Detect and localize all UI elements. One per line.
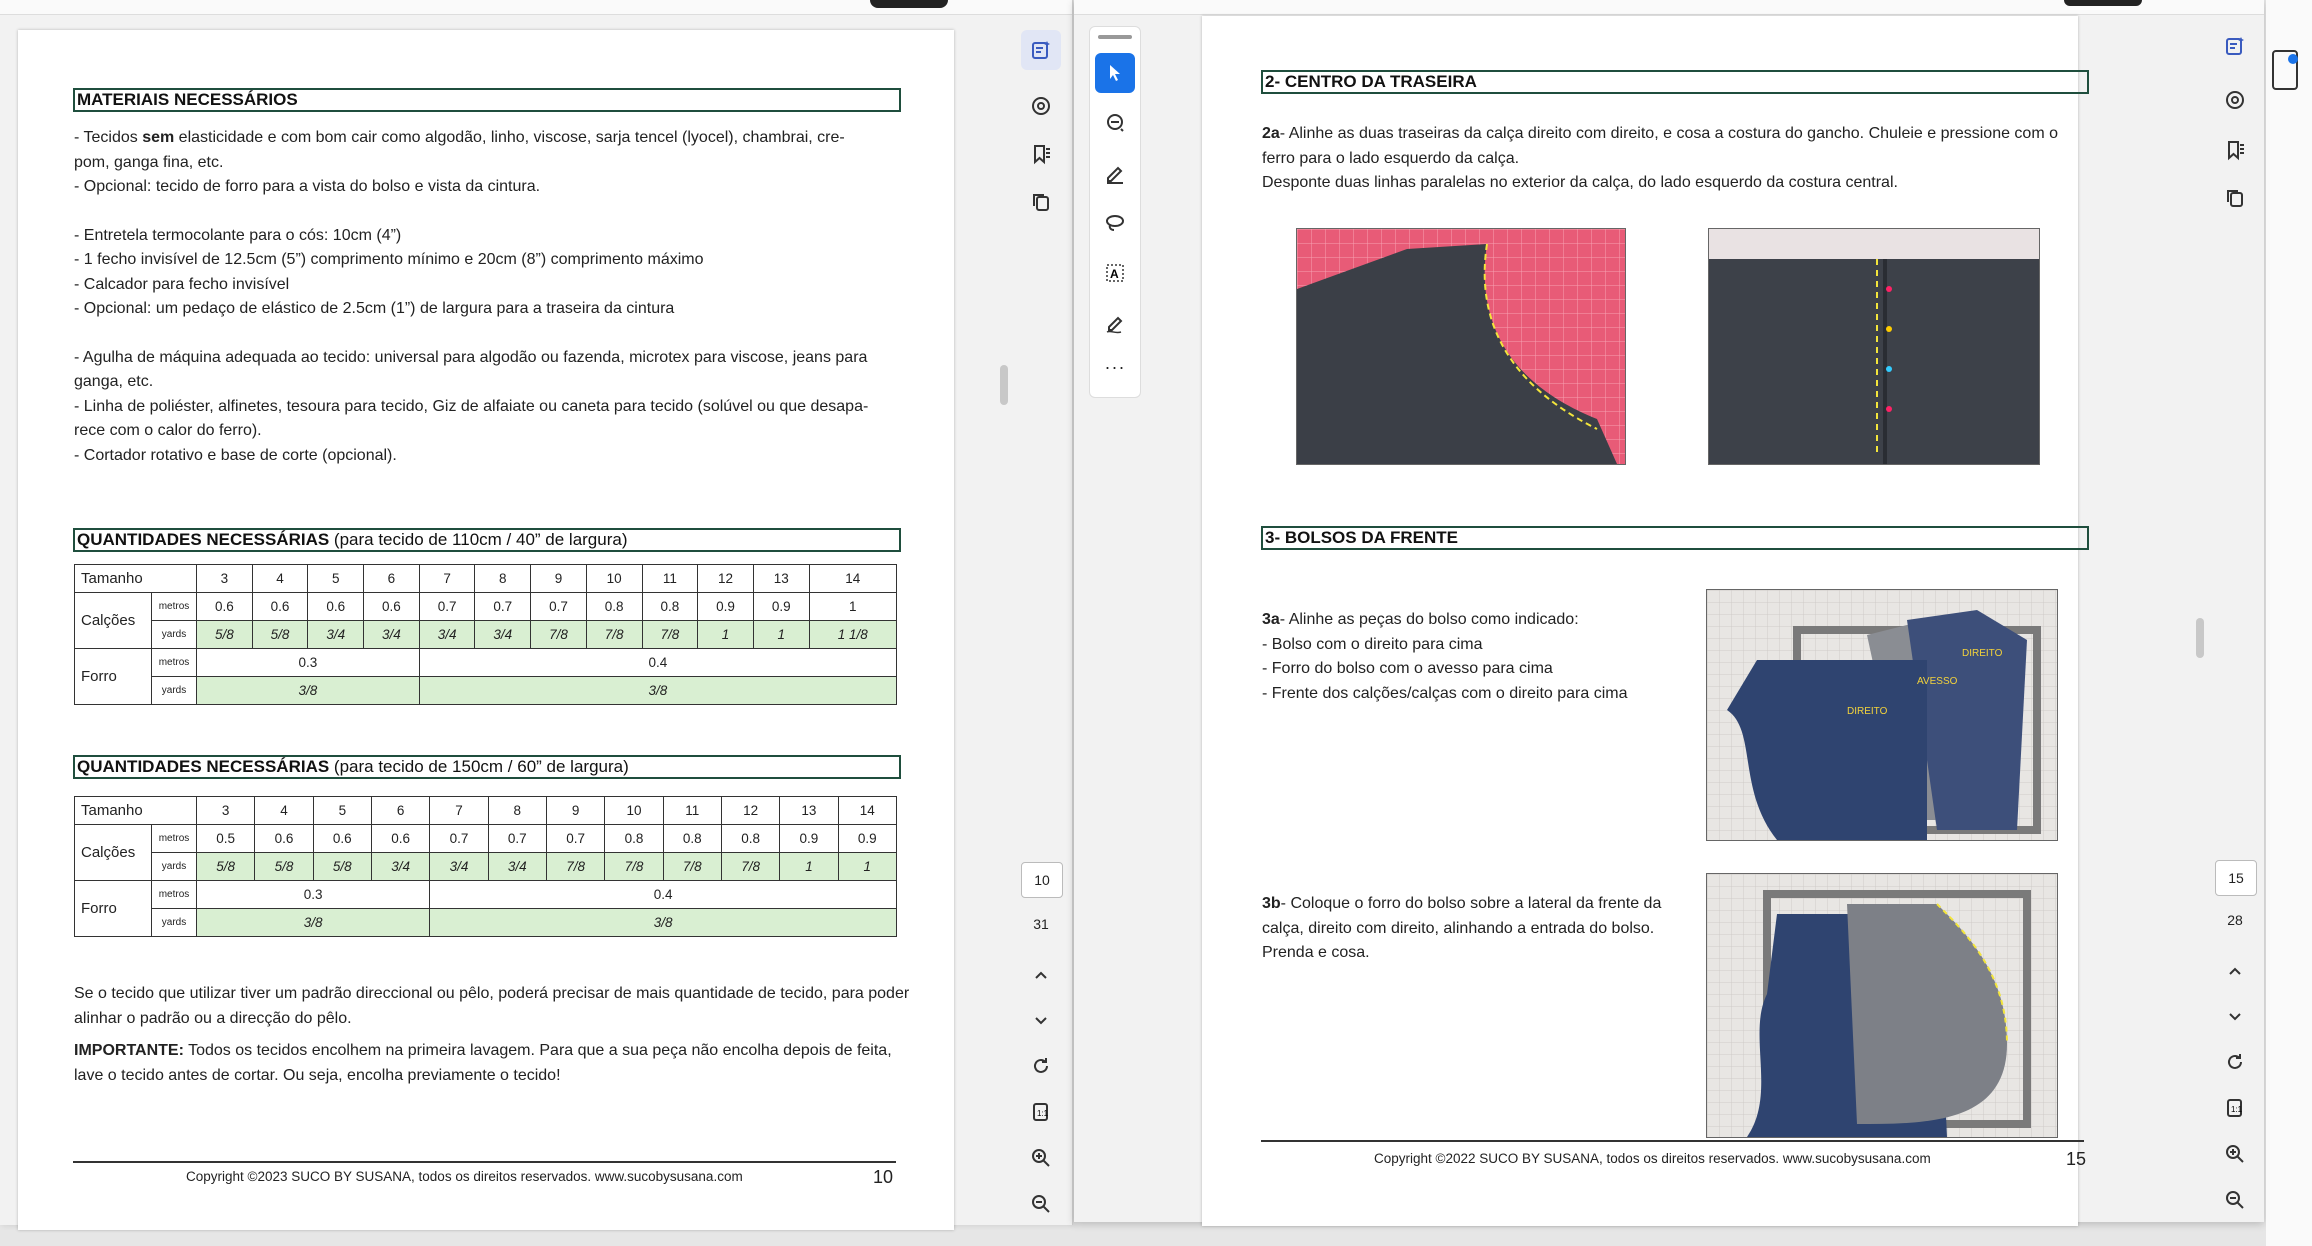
size-cell: 3: [197, 565, 253, 593]
photo-label-direito-2: DIREITO: [1847, 706, 1888, 717]
lining-label: Forro: [75, 881, 152, 937]
photo-label-direito-1: DIREITO: [1962, 648, 2003, 659]
svg-text:1:1: 1:1: [1037, 1109, 1049, 1118]
materials-list: - Tecidos sem elasticidade e com bom cair como algodão, linho, viscose, sarja tencel (lyocel), chambrai, cre- pom, ganga fina, etc. - Opcional: tecido de forro para a vista do bolso e vista da cintura. - Entretela termocolante para o cós: 10cm (4”) - 1 fecho invisível de 12.5cm (5”) comprimento mínimo e 20cm (8”) comprimento máximo - Calcador para fecho invisível - Opcional: um pedaço de elástico de 2.5cm (1”) de largura para a traseira da cintura - Agulha de máquina adequada ao tecido: universal para algodão ou fazenda, microtex para viscose, jeans para ganga, etc. - Linha de poliéster, alfinetes, tesoura para tecido, Giz de alfaiate ou caneta para tecido (solúvel ou que desapa- rece com o calor do ferro). - Cortador rotativo e base de corte (opcional).: [74, 129, 869, 464]
copilot-icon[interactable]: [1021, 86, 1061, 126]
rotate-icon[interactable]: [2215, 1042, 2255, 1082]
side-toolbar-right: [2212, 24, 2262, 1224]
header-button[interactable]: [870, 0, 948, 8]
highlight-pen-icon[interactable]: [1095, 153, 1135, 193]
size-cell: 5: [313, 797, 371, 825]
value-cell: 0.9: [698, 593, 754, 621]
size-cell: 12: [721, 797, 779, 825]
zoom-out-icon[interactable]: [1021, 1184, 1061, 1224]
size-cell: 13: [780, 797, 838, 825]
value-cell: 0.8: [586, 593, 642, 621]
page-footer: Copyright ©2023 SUCO BY SUSANA, todos os direitos reservados. www.sucobysusana.com: [186, 1169, 743, 1184]
notification-dot: [2288, 54, 2298, 64]
value-cell: 3/4: [308, 621, 364, 649]
pants-meters-row: [75, 825, 897, 853]
bookmark-icon[interactable]: [2215, 130, 2255, 170]
footer-rule-right: [1261, 1140, 2084, 1142]
yards-unit: yards: [152, 677, 197, 705]
pants-meters-row: [75, 593, 897, 621]
fit-page-icon[interactable]: [1021, 1092, 1061, 1132]
zoom-out-icon[interactable]: [2215, 1180, 2255, 1220]
value-cell: 1 1/8: [809, 621, 896, 649]
size-cell: 11: [642, 565, 698, 593]
page-number: 10: [873, 1167, 894, 1187]
annotation-toolbar: [1089, 26, 1141, 398]
meters-unit: metros: [152, 649, 197, 677]
value-cell: 0.4: [430, 881, 897, 909]
value-cell: 0.6: [197, 593, 253, 621]
zoom-in-icon[interactable]: [2215, 1134, 2255, 1174]
svg-text:1:1: 1:1: [2231, 1105, 2243, 1114]
chevron-up-icon[interactable]: [2215, 952, 2255, 992]
background-window-edge: [2266, 0, 2312, 1246]
value-cell: 5/8: [252, 621, 308, 649]
value-cell: 0.6: [252, 593, 308, 621]
value-cell: 0.6: [308, 593, 364, 621]
value-cell: 0.6: [371, 825, 429, 853]
size-cell: 7: [419, 565, 475, 593]
quantities-110-table: [74, 564, 897, 705]
value-cell: 0.8: [721, 825, 779, 853]
svg-text:A: A: [1110, 267, 1119, 281]
value-cell: 0.6: [255, 825, 313, 853]
value-cell: 0.9: [780, 825, 838, 853]
value-cell: 3/4: [475, 621, 531, 649]
meters-unit: metros: [152, 881, 197, 909]
value-cell: 0.7: [546, 825, 604, 853]
size-cell: 14: [809, 565, 896, 593]
scrollbar-thumb-right[interactable]: [2196, 618, 2204, 658]
step-3a-text: 3a- Alinhe as peças do bolso como indicado: - Bolso com o direito para cima - Forro do bolso com o avesso para cima - Frente dos calções/calças com o direito para cima: [1262, 611, 1628, 702]
size-cell: 8: [488, 797, 546, 825]
copy-icon[interactable]: [2215, 178, 2255, 218]
value-cell: 0.3: [197, 881, 430, 909]
comment-icon[interactable]: [1095, 103, 1135, 143]
pants-yards-row: [75, 621, 897, 649]
pants-label: Calções: [75, 593, 152, 649]
size-cell: 9: [531, 565, 587, 593]
lining-yards-row: [75, 909, 897, 937]
total-pages: 28: [2227, 912, 2243, 928]
chevron-down-icon[interactable]: [1021, 1000, 1061, 1040]
size-cell: 12: [698, 565, 754, 593]
size-cell: 14: [838, 797, 896, 825]
header-row: [75, 797, 897, 825]
size-cell: 9: [546, 797, 604, 825]
value-cell: 0.7: [475, 593, 531, 621]
back-seam-photo-2: [1708, 228, 2040, 465]
fit-page-icon[interactable]: [2215, 1088, 2255, 1128]
value-cell: 1: [753, 621, 809, 649]
value-cell: 0.4: [419, 649, 896, 677]
value-cell: 0.5: [197, 825, 255, 853]
footer-rule: [73, 1161, 896, 1163]
page-footer-right: Copyright ©2022 SUCO BY SUSANA, todos os direitos reservados. www.sucobysusana.com: [1374, 1151, 1931, 1166]
value-cell: 7/8: [605, 853, 663, 881]
total-pages: 31: [1033, 916, 1049, 932]
select-cursor-icon[interactable]: [1095, 53, 1135, 93]
bookmark-icon[interactable]: [1021, 134, 1061, 174]
value-cell: 0.7: [430, 825, 488, 853]
value-cell: 7/8: [663, 853, 721, 881]
fabric-note: Se o tecido que utilizar tiver um padrão direccional ou pêlo, poderá precisar de mais quantidade de tecido, para poder alinhar o padrão ou a direcção do pêlo.: [74, 985, 910, 1027]
chevron-down-icon[interactable]: [2215, 996, 2255, 1036]
rotate-icon[interactable]: [1021, 1046, 1061, 1086]
value-cell: 0.8: [642, 593, 698, 621]
front-pockets-heading: 3- BOLSOS DA FRENTE: [1261, 526, 2089, 550]
value-cell: 1: [780, 853, 838, 881]
drag-handle[interactable]: [1098, 35, 1132, 39]
value-cell: 3/8: [430, 909, 897, 937]
value-cell: 1: [698, 621, 754, 649]
size-cell: 6: [364, 565, 420, 593]
meters-unit: metros: [152, 825, 197, 853]
value-cell: 3/8: [419, 677, 896, 705]
value-cell: 3/4: [430, 853, 488, 881]
value-cell: 0.7: [531, 593, 587, 621]
text-box-icon[interactable]: [1095, 253, 1135, 293]
current-page-input[interactable]: 15: [2215, 860, 2257, 896]
header-button-right[interactable]: [2064, 0, 2142, 6]
right-pdf-window: [1074, 0, 2264, 1222]
meters-unit: metros: [152, 593, 197, 621]
value-cell: 3/4: [488, 853, 546, 881]
size-header: Tamanho: [75, 565, 197, 593]
quantities-110-heading: QUANTIDADES NECESSÁRIAS (para tecido de 110cm / 40” de largura): [73, 528, 901, 552]
size-cell: 4: [255, 797, 313, 825]
value-cell: 0.9: [753, 593, 809, 621]
value-cell: 5/8: [313, 853, 371, 881]
copy-icon[interactable]: [1021, 182, 1061, 222]
size-cell: 6: [371, 797, 429, 825]
value-cell: 0.9: [838, 825, 896, 853]
pocket-lining-photo: [1706, 873, 2058, 1138]
page-number-right: 15: [2066, 1149, 2087, 1169]
value-cell: 7/8: [721, 853, 779, 881]
value-cell: 7/8: [642, 621, 698, 649]
materials-heading: MATERIAIS NECESSÁRIOS: [73, 88, 901, 112]
value-cell: 3/4: [419, 621, 475, 649]
size-cell: 10: [586, 565, 642, 593]
value-cell: 0.8: [605, 825, 663, 853]
size-cell: 4: [252, 565, 308, 593]
back-seam-photo-1: [1296, 228, 1626, 465]
step-3b-text: 3b- Coloque o forro do bolso sobre a lateral da frente da calça, direito com direito, alinhando a entrada do bolso. Prenda e cosa.: [1262, 895, 1662, 961]
header-row: [75, 565, 897, 593]
lining-yards-row: [75, 677, 897, 705]
more-options-icon[interactable]: ···: [1104, 357, 1126, 377]
value-cell: 3/8: [197, 677, 420, 705]
side-toolbar: [1018, 24, 1068, 1224]
size-cell: 3: [197, 797, 255, 825]
value-cell: 0.6: [313, 825, 371, 853]
left-pdf-window: [0, 0, 1073, 1225]
pants-label: Calções: [75, 825, 152, 881]
value-cell: 5/8: [255, 853, 313, 881]
zoom-in-icon[interactable]: [1021, 1138, 1061, 1178]
sign-pen-icon[interactable]: [1095, 303, 1135, 343]
yards-unit: yards: [152, 853, 197, 881]
size-cell: 10: [605, 797, 663, 825]
copilot-icon[interactable]: [2215, 80, 2255, 120]
important-note: IMPORTANTE: Todos os tecidos encolhem na primeira lavagem. Para que a sua peça não encolha depois de feita, lave o tecido antes de cortar. Ou seja, encolha previamente o tecido!: [74, 1042, 892, 1084]
chevron-up-icon[interactable]: [1021, 956, 1061, 996]
value-cell: 3/4: [364, 621, 420, 649]
scrollbar-thumb[interactable]: [1000, 365, 1008, 405]
value-cell: 7/8: [531, 621, 587, 649]
pdf-page-10: [18, 30, 954, 1230]
yards-unit: yards: [152, 621, 197, 649]
lining-meters-row: [75, 649, 897, 677]
value-cell: 1: [838, 853, 896, 881]
value-cell: 7/8: [586, 621, 642, 649]
quantities-150-heading: QUANTIDADES NECESSÁRIAS (para tecido de 150cm / 60” de largura): [73, 755, 901, 779]
pants-yards-row: [75, 853, 897, 881]
size-cell: 13: [753, 565, 809, 593]
photo-label-avesso: AVESSO: [1917, 676, 1958, 687]
lasso-icon[interactable]: [1095, 203, 1135, 243]
pocket-layout-photo: [1706, 589, 2058, 841]
size-cell: 8: [475, 565, 531, 593]
pdf-page-15: [1202, 16, 2087, 1226]
value-cell: 0.6: [364, 593, 420, 621]
value-cell: 3/8: [197, 909, 430, 937]
ai-summary-icon[interactable]: [1021, 30, 1061, 70]
lining-label: Forro: [75, 649, 152, 705]
size-cell: 7: [430, 797, 488, 825]
value-cell: 7/8: [546, 853, 604, 881]
size-cell: 5: [308, 565, 364, 593]
step-2a-text: 2a- Alinhe as duas traseiras da calça direito com direito, e cosa a costura do gancho. Chuleie e pressione com o ferro para o lado esquerdo da calça. Desponte duas linhas paralelas no exterior da calça, do lado esquerdo da costura central.: [1262, 125, 2058, 191]
value-cell: 0.3: [197, 649, 420, 677]
value-cell: 5/8: [197, 853, 255, 881]
quantities-150-table: [74, 796, 897, 937]
back-center-heading: 2- CENTRO DA TRASEIRA: [1261, 70, 2089, 94]
ai-summary-icon[interactable]: [2215, 26, 2255, 66]
value-cell: 1: [809, 593, 896, 621]
value-cell: 0.7: [488, 825, 546, 853]
value-cell: 3/4: [371, 853, 429, 881]
size-cell: 11: [663, 797, 721, 825]
yards-unit: yards: [152, 909, 197, 937]
value-cell: 0.7: [419, 593, 475, 621]
current-page-input[interactable]: 10: [1021, 862, 1063, 898]
value-cell: 0.8: [663, 825, 721, 853]
value-cell: 5/8: [197, 621, 253, 649]
lining-meters-row: [75, 881, 897, 909]
size-header: Tamanho: [75, 797, 197, 825]
